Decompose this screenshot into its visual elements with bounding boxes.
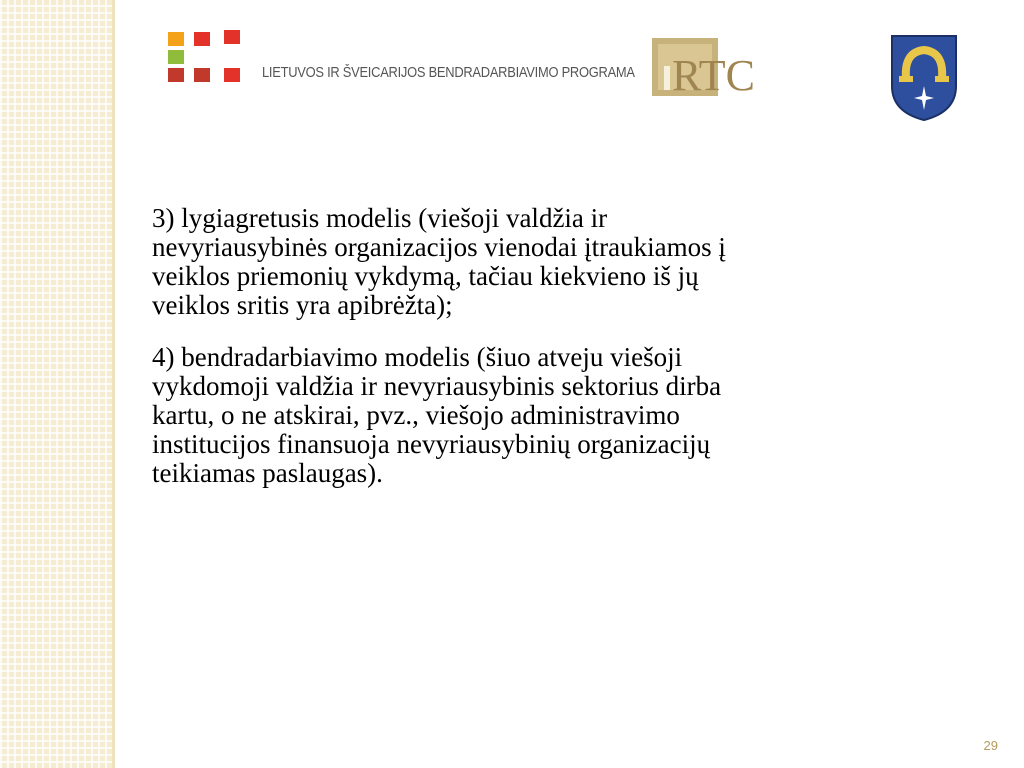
paragraph-parallel-model: 3) lygiagretusis modelis (viešoji valdžia ir nevyriausybinės organizacijos vienodai įtraukiamos į veiklos priemonių vykdymą, tačiau kiekvieno iš jų veiklos sritis yra apibrėžta); <box>152 203 726 320</box>
decorative-sidebar <box>0 0 112 768</box>
program-title: LIETUVOS IR ŠVEICARIJOS BENDRADARBIAVIMO PROGRAMA <box>262 64 635 81</box>
program-logo-squares <box>166 30 244 84</box>
logo-square <box>194 68 210 82</box>
logo-square <box>168 68 184 82</box>
municipality-crest-icon <box>888 34 960 122</box>
logo-square <box>168 50 184 64</box>
logo-square <box>168 32 184 46</box>
slide-body <box>152 204 912 511</box>
page-number: 29 <box>983 738 998 753</box>
logo-square <box>224 68 240 82</box>
rtc-logo-text: RTC <box>672 51 755 98</box>
sidebar-edge <box>112 0 115 768</box>
logo-square <box>224 30 240 44</box>
logo-square <box>194 32 210 46</box>
paragraph-cooperation-model: 4) bendradarbiavimo modelis (šiuo atveju viešoji vykdomoji valdžia ir nevyriausybinis sektorius dirba kartu, o ne atskirai, pvz., viešojo administravimo institucijos finansuoja nevyriausybinių organizacijų teikiamas paslaugas). <box>152 342 722 488</box>
rtc-logo <box>652 36 842 98</box>
